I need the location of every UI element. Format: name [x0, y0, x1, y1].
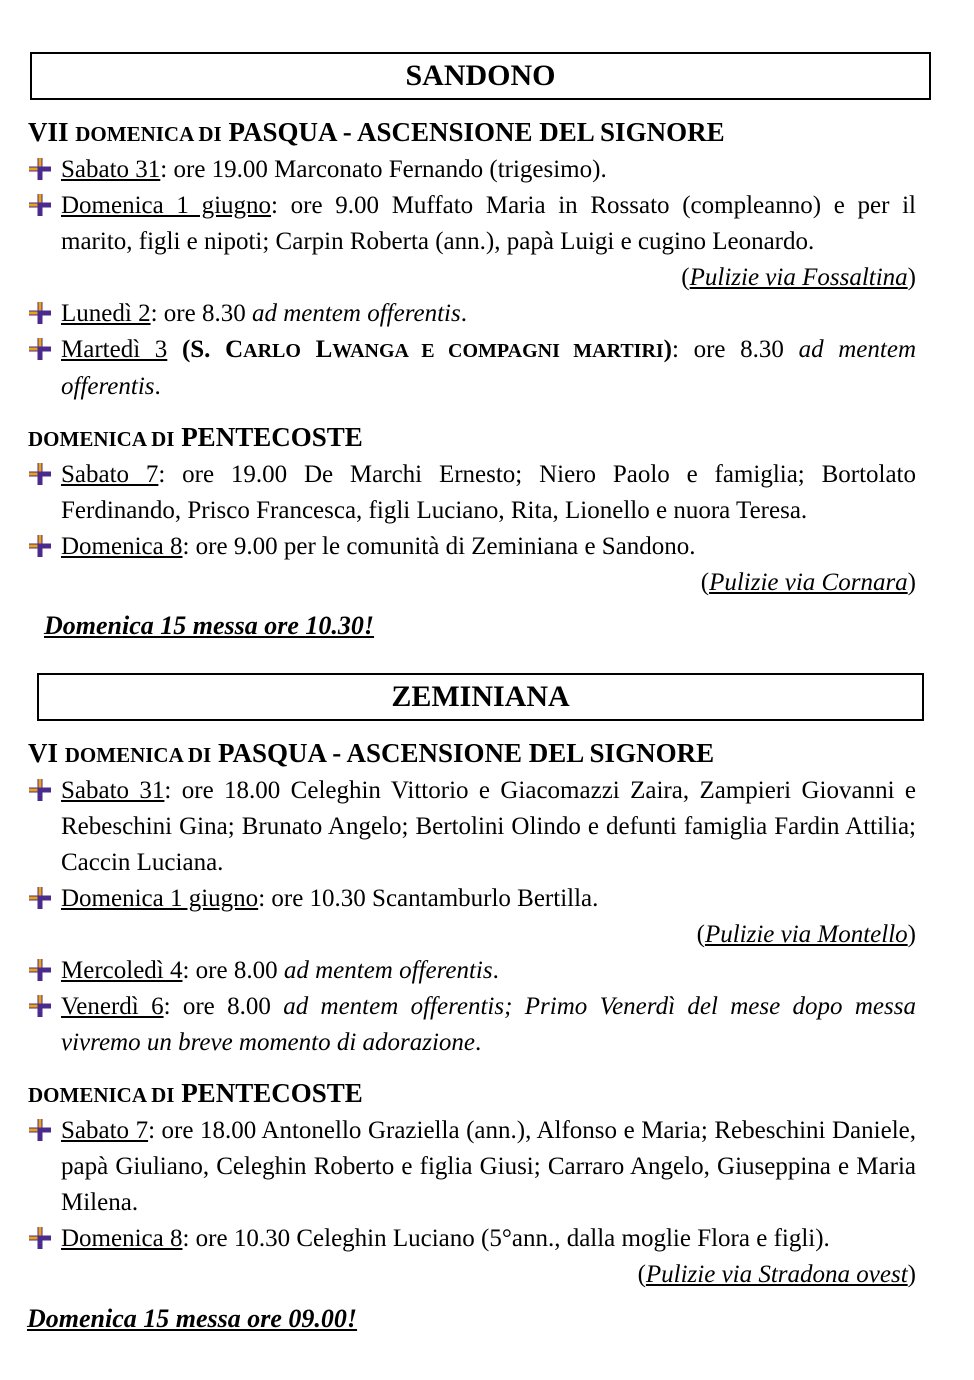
- final-note-sandono: Domenica 15 messa ore 10.30!: [44, 611, 375, 640]
- list-item: Sabato 7: ore 18.00 Antonello Graziella (ann.), Alfonso e Maria; Rebeschini Daniele, papà Giuliano, Celeghin Roberto e figlia Giusi; Carraro Angelo, Giuseppina e Maria Milena.: [28, 1113, 916, 1221]
- heading-pentecoste: DOMENICA DI PENTECOSTE: [28, 1078, 363, 1108]
- cross-icon: [28, 157, 52, 181]
- section-title-zeminiana: ZEMINIANA: [37, 673, 924, 721]
- cleaning-note: (Pulizie via Montello): [696, 921, 916, 948]
- saint-name: (S. CARLO LWANGA E COMPAGNI MARTIRI): [167, 336, 672, 363]
- cross-icon: [28, 778, 52, 802]
- cross-icon: [28, 958, 52, 982]
- list-item: Mercoledì 4: ore 8.00 ad mentem offerentis.: [28, 953, 916, 989]
- heading-pentecoste: DOMENICA DI PENTECOSTE: [28, 422, 363, 452]
- cross-icon: [28, 193, 52, 217]
- cross-icon: [28, 534, 52, 558]
- cleaning-note: (Pulizie via Cornara): [700, 569, 916, 596]
- list-item: Sabato 7: ore 19.00 De Marchi Ernesto; Niero Paolo e famiglia; Bortolato Ferdinando, Prisco Francesca, figli Luciano, Rita, Lionello e nuora Teresa.: [28, 457, 916, 529]
- cross-icon: [28, 462, 52, 486]
- heading-ascensione: VI DOMENICA DI PASQUA - ASCENSIONE DEL SIGNORE: [28, 738, 715, 768]
- final-note-zeminiana: Domenica 15 messa ore 09.00!: [27, 1304, 358, 1333]
- cross-icon: [28, 337, 52, 361]
- zeminiana-block: [28, 735, 916, 1293]
- list-item: Martedì 3 (S. CARLO LWANGA E COMPAGNI MARTIRI): ore 8.30 ad mentem offerentis.: [28, 332, 916, 405]
- list-item: Sabato 31: ore 18.00 Celeghin Vittorio e Giacomazzi Zaira, Zampieri Giovanni e Rebeschini Gina; Brunato Angelo; Bertolini Olindo e defunti famiglia Fardin Attilia; Caccin Luciana.: [28, 773, 916, 881]
- section-title-sandono: SANDONO: [30, 52, 931, 100]
- list-item: Domenica 1 giugno: ore 9.00 Muffato Maria in Rossato (compleanno) e per il marito, figli e nipoti; Carpin Roberta (ann.), papà Luigi e cugino Leonardo.: [28, 188, 916, 260]
- cross-icon: [28, 886, 52, 910]
- cross-icon: [28, 1118, 52, 1142]
- sandono-block: [28, 114, 916, 601]
- list-item: Sabato 31: ore 19.00 Marconato Fernando (trigesimo).: [28, 152, 916, 188]
- cleaning-note: (Pulizie via Stradona ovest): [637, 1261, 916, 1288]
- cleaning-note: (Pulizie via Fossaltina): [681, 264, 916, 291]
- list-item: Domenica 1 giugno: ore 10.30 Scantamburlo Bertilla.: [28, 881, 916, 917]
- cross-icon: [28, 1226, 52, 1250]
- list-item: Lunedì 2: ore 8.30 ad mentem offerentis.: [28, 296, 916, 332]
- cross-icon: [28, 994, 52, 1018]
- list-item: Venerdì 6: ore 8.00 ad mentem offerentis; Primo Venerdì del mese dopo messa vivremo un breve momento di adorazione.: [28, 989, 916, 1061]
- cross-icon: [28, 301, 52, 325]
- list-item: Domenica 8: ore 10.30 Celeghin Luciano (5°ann., dalla moglie Flora e figli).: [28, 1221, 916, 1257]
- heading-ascensione: VII DOMENICA DI PASQUA - ASCENSIONE DEL SIGNORE: [28, 117, 725, 147]
- list-item: Domenica 8: ore 9.00 per le comunità di Zeminiana e Sandono.: [28, 529, 916, 565]
